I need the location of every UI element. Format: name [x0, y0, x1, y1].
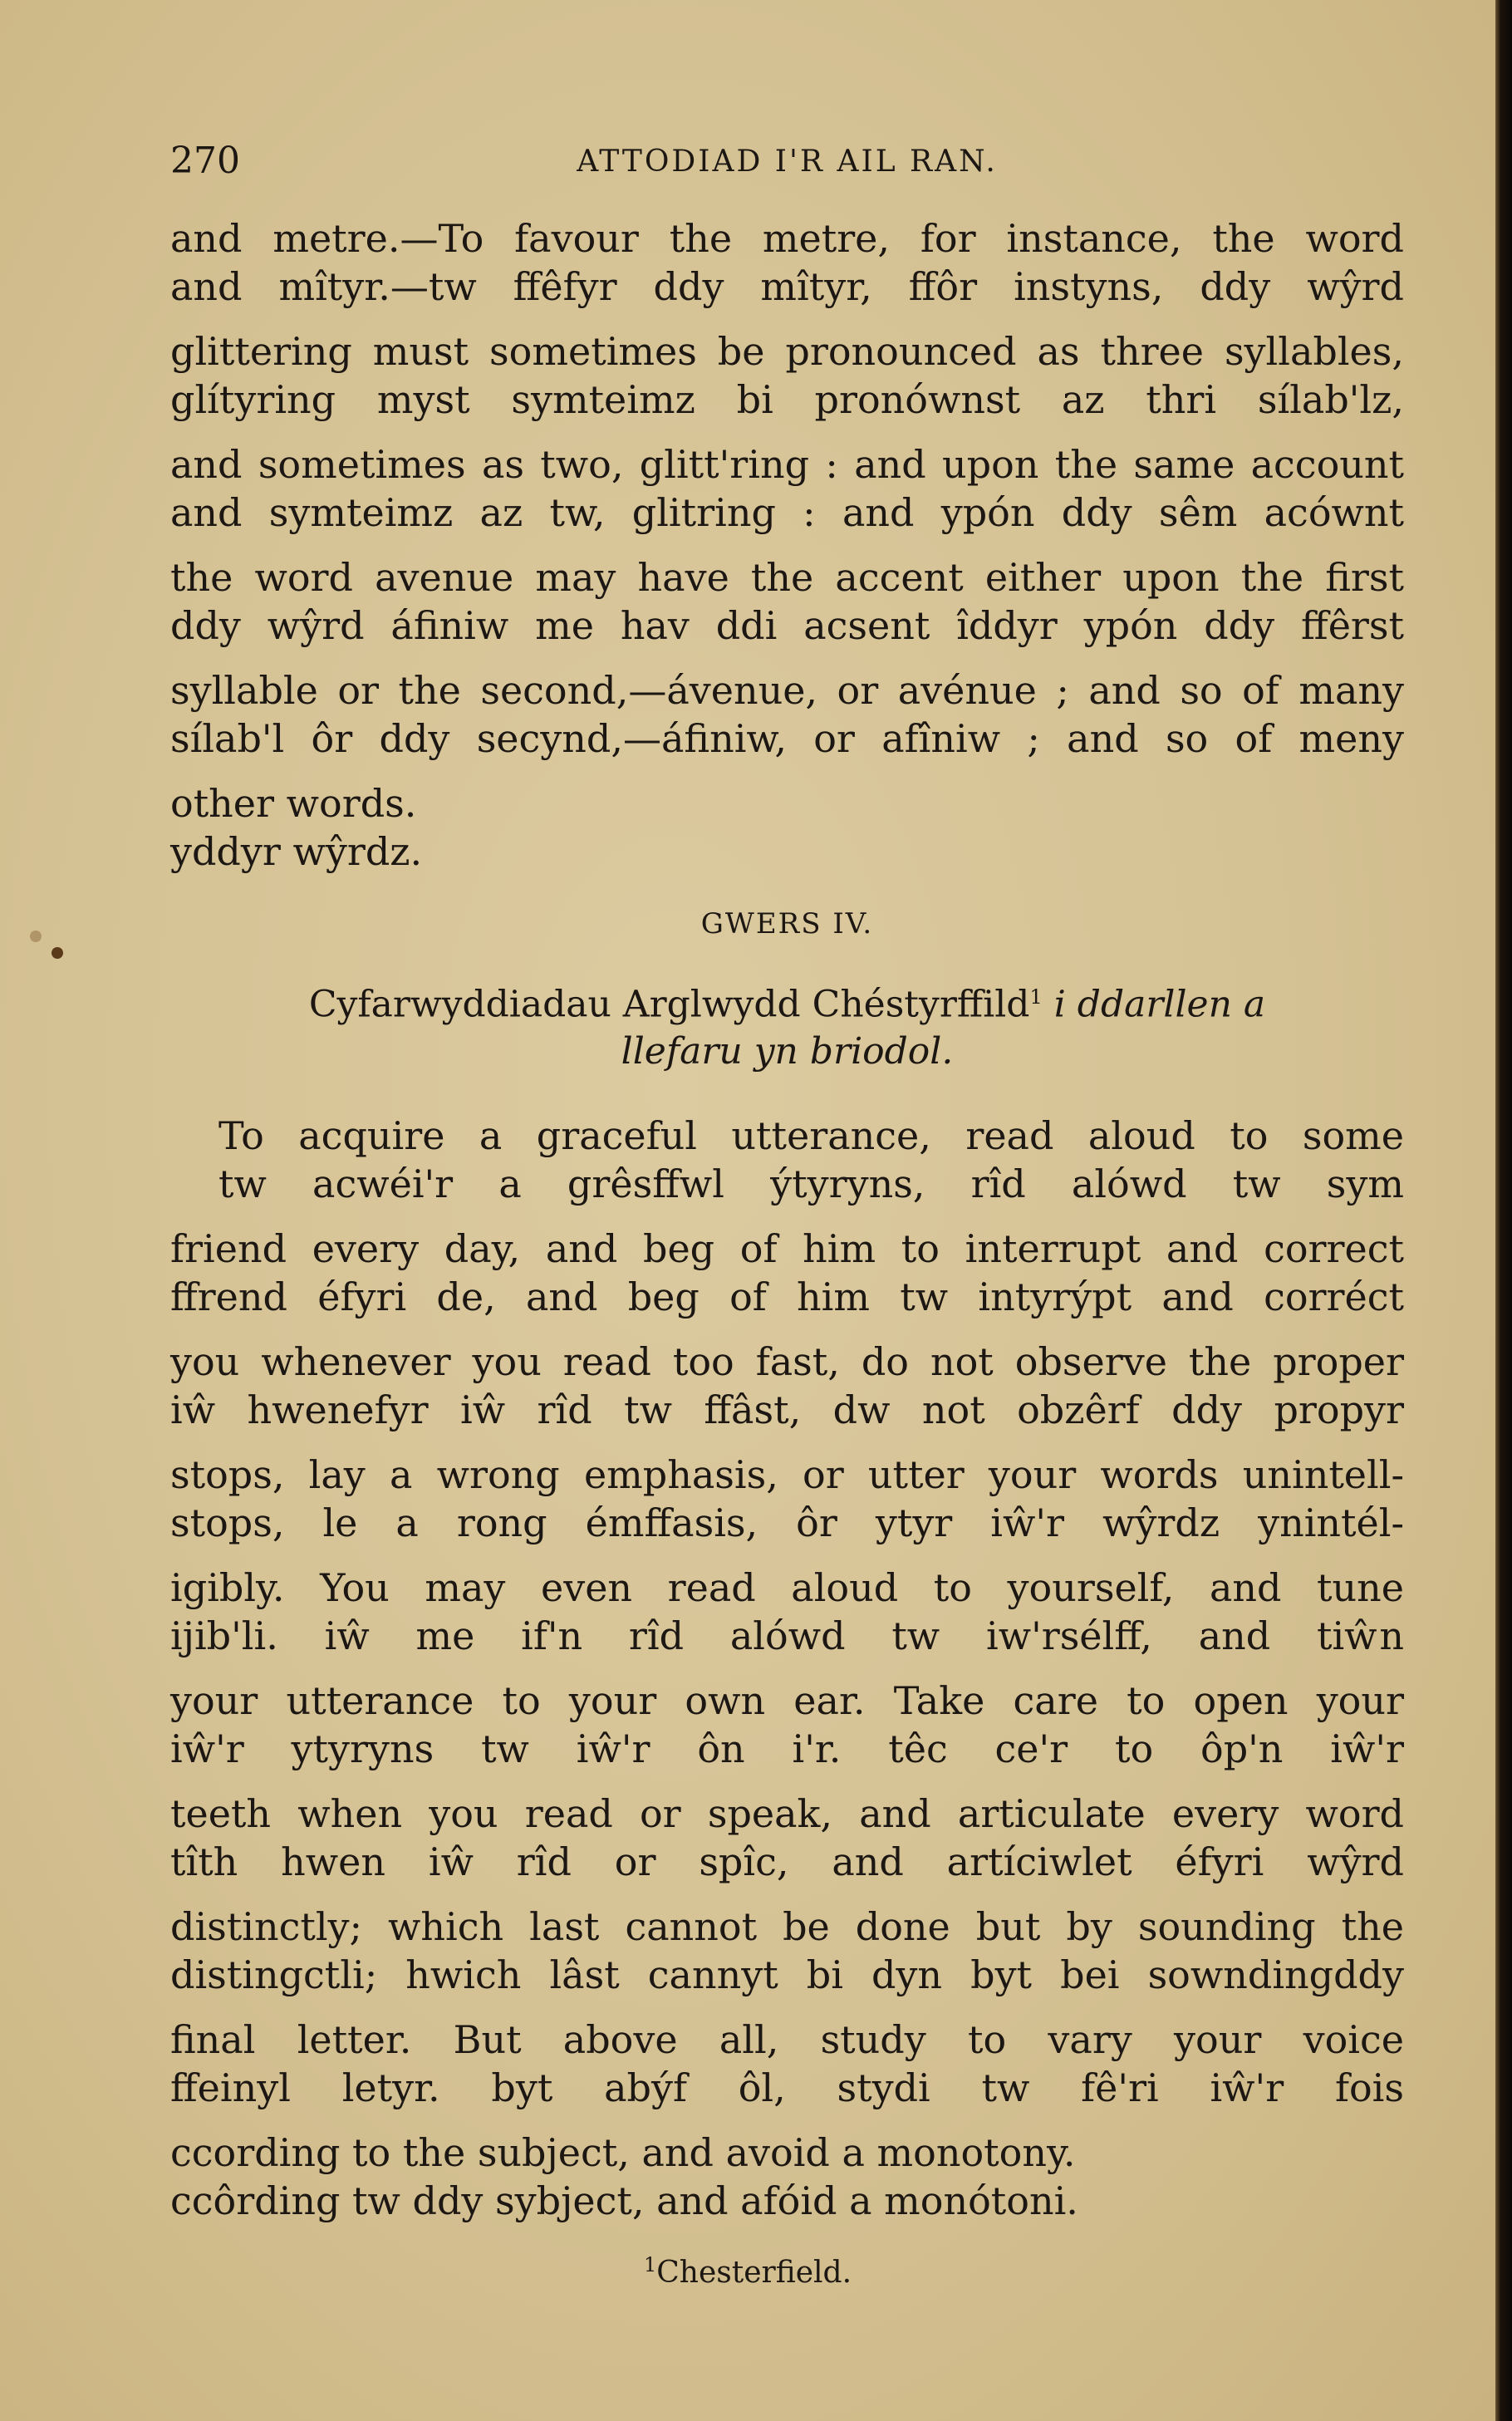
- text-pair: [170, 440, 1404, 537]
- text-pair: [170, 779, 1404, 876]
- book-spine-edge: [1495, 0, 1512, 2421]
- welsh-line: ccôrding tw ddy sybject, and afóid a monótoni.: [170, 2178, 1078, 2223]
- text-pair: [170, 327, 1404, 424]
- subtitle-line-2: llefaru yn briodol.: [621, 1029, 954, 1073]
- english-line: distinctly; which last cannot be done but by sounding the: [170, 1903, 1404, 1949]
- english-line: igibly. You may even read aloud to yourself, and tune: [170, 1564, 1404, 1610]
- text-pair: [170, 2129, 1404, 2225]
- footnote-marker: 1: [643, 2253, 657, 2276]
- text-pair: [170, 666, 1404, 763]
- running-head: ATTODIAD I'R AIL RAN.: [577, 145, 998, 179]
- welsh-line: and mîtyr.—tw ffêfyr ddy mîtyr, ffôr instyns, ddy wŷrd: [170, 264, 1404, 309]
- ink-spot: [52, 947, 63, 959]
- footnote: [0, 2253, 1495, 2290]
- welsh-line: ddy wŷrd áfiniw me hav ddi acsent îddyr ypón ddy ffêrst: [170, 603, 1404, 648]
- english-line: and sometimes as two, glitt'ring : and upon the same account: [170, 442, 1404, 487]
- text-pair: [170, 2016, 1404, 2112]
- text-pair: [170, 1112, 1404, 1208]
- welsh-line: iŵ'r ytyryns tw iŵ'r ôn i'r. têc ce'r to ôp'n iŵ'r: [170, 1726, 1404, 1771]
- footnote-marker: 1: [1029, 985, 1043, 1009]
- welsh-line: tw acwéi'r a grêsffwl ýtyryns, rîd alówd tw sym: [218, 1161, 1404, 1206]
- welsh-line: ffeinyl letyr. byt abýf ôl, stydi tw fê'ri iŵ'r fois: [170, 2065, 1404, 2110]
- subtitle-line-1: [170, 974, 1404, 1029]
- welsh-line: ijib'li. iŵ me if'n rîd alówd tw iw'rsélff, and tiŵn: [170, 1613, 1404, 1658]
- text-pair: [170, 214, 1404, 311]
- english-line: glittering must sometimes be pronounced as three syllables,: [170, 329, 1404, 374]
- page-header: [170, 140, 1404, 189]
- section-subtitle: [170, 974, 1404, 1075]
- welsh-line: tîth hwen iŵ rîd or spîc, and artíciwlet éfyri wŷrd: [170, 1839, 1404, 1884]
- text-pair: [170, 1790, 1404, 1886]
- subtitle-text: Cyfarwyddiadau Arglwydd Chéstyrffild: [308, 983, 1030, 1026]
- english-line: and metre.—To favour the metre, for instance, the word: [170, 216, 1404, 261]
- english-line: teeth when you read or speak, and articulate every word: [170, 1790, 1404, 1836]
- subtitle-tail: i ddarllen a: [1053, 983, 1266, 1026]
- text-pair: [170, 553, 1404, 650]
- welsh-line: sílab'l ôr ddy secynd,—áfiniw, or afîniw ; and so of meny: [170, 716, 1404, 761]
- page-number: 270: [170, 140, 240, 182]
- welsh-line: and symteimz az tw, glitring : and ypón ddy sêm acównt: [170, 490, 1404, 535]
- english-line: ccording to the subject, and avoid a monotony.: [170, 2129, 1076, 2175]
- welsh-line: glítyring myst symteimz bi pronównst az thri sílab'lz,: [170, 377, 1404, 422]
- paragraph-2: [170, 1112, 1404, 2225]
- text-pair: [170, 1903, 1404, 1999]
- text-pair: [170, 1338, 1404, 1434]
- english-line: other words.: [170, 781, 417, 826]
- english-line: friend every day, and beg of him to interrupt and correct: [170, 1225, 1404, 1271]
- welsh-line: distingctli; hwich lâst cannyt bi dyn byt bei sowndingddy: [170, 1952, 1404, 1997]
- footnote-text: Chesterfield.: [656, 2256, 852, 2290]
- text-pair: [170, 1225, 1404, 1321]
- english-line: your utterance to your own ear. Take care to open your: [170, 1677, 1404, 1723]
- paragraph-1: [170, 214, 1404, 876]
- welsh-line: yddyr wŷrdz.: [170, 829, 423, 874]
- welsh-line: ffrend éfyri de, and beg of him tw intyrýpt and corréct: [170, 1274, 1404, 1319]
- welsh-line: stops, le a rong émffasis, ôr ytyr iŵ'r wŷrdz ynintél-: [170, 1500, 1404, 1545]
- text-pair: [170, 1564, 1404, 1660]
- english-line: final letter. But above all, study to vary your voice: [170, 2016, 1404, 2062]
- welsh-line: iŵ hwenefyr iŵ rîd tw ffâst, dw not obzêrf ddy propyr: [170, 1387, 1404, 1432]
- english-line: the word avenue may have the accent either upon the first: [170, 555, 1404, 600]
- english-line: stops, lay a wrong emphasis, or utter your words unintell-: [170, 1451, 1404, 1497]
- text-pair: [170, 1677, 1404, 1773]
- english-line: you whenever you read too fast, do not observe the proper: [170, 1338, 1404, 1384]
- section-heading: GWERS IV.: [700, 907, 874, 940]
- text-pair: [170, 1451, 1404, 1547]
- english-line: To acquire a graceful utterance, read aloud to some: [218, 1112, 1404, 1158]
- body-text: [170, 214, 1404, 2242]
- ink-spot: [30, 931, 42, 942]
- english-line: syllable or the second,—ávenue, or avénue ; and so of many: [170, 668, 1404, 713]
